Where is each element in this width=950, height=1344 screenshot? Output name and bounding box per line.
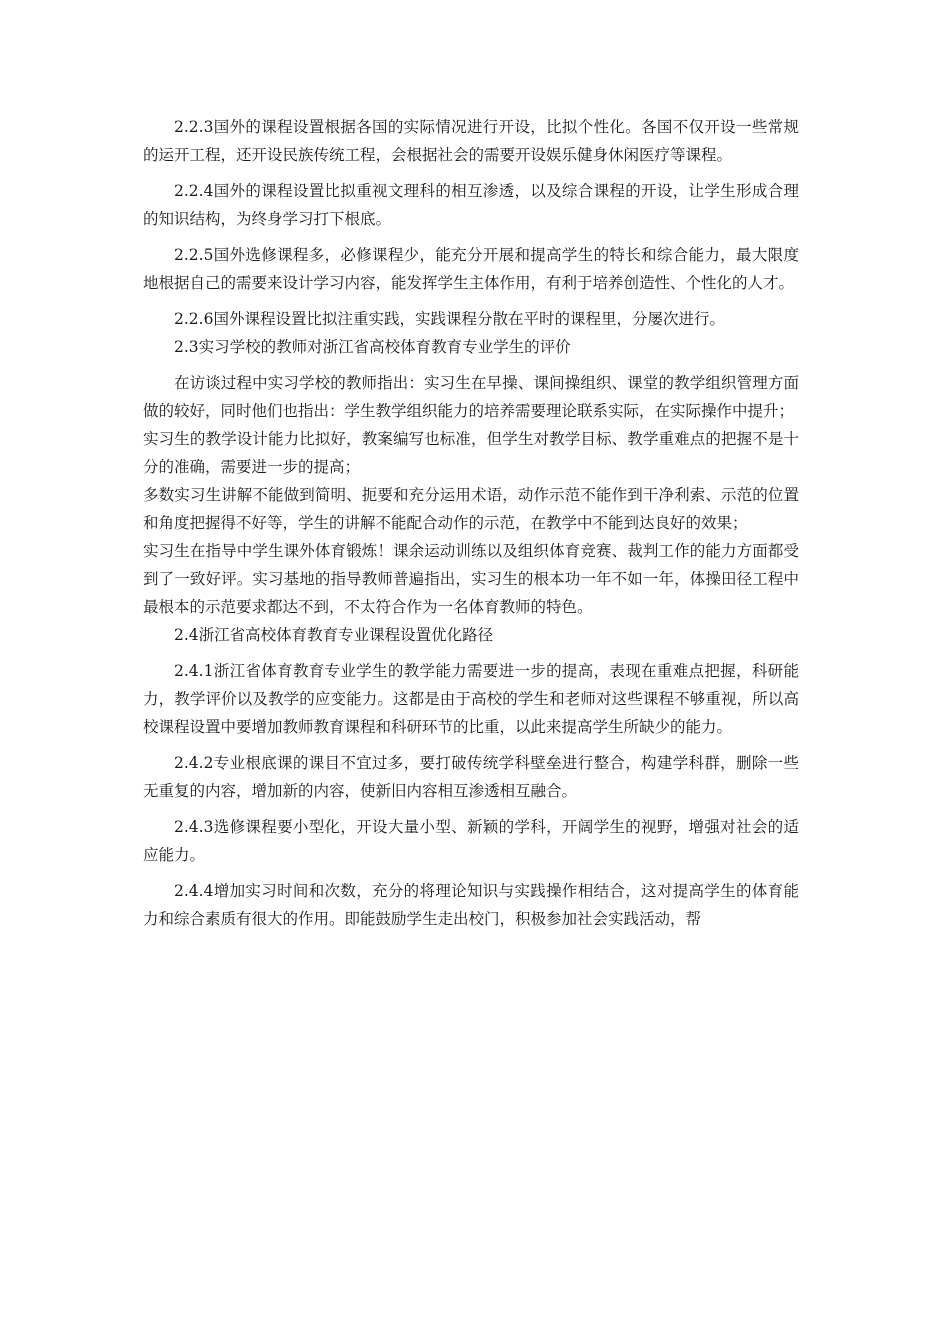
paragraph-2-2-3: 2.2.3国外的课程设置根据各国的实际情况进行开设，比拟个性化。各国不仅开设一些常规的运开工程，还开设民族传统工程，会根据社会的需要开设娱乐健身休闲医疗等课程。 [143, 118, 799, 164]
paragraph-explanation-demo: 多数实习生讲解不能做到简明、扼要和充分运用术语，动作示范不能作到干净利索、示范的位置和角度把握得不好等，学生的讲解不能配合动作的示范，在教学中不能到达良好的效果； [143, 486, 799, 532]
paragraph-2-2-6: 2.2.6国外课程设置比拟注重实践，实践课程分散在平时的课程里，分屡次进行。 [174, 310, 725, 328]
paragraph-2-4-4: 2.4.4增加实习时间和次数，充分的将理论知识与实践操作相结合，这对提高学生的体育能力和综合素质有很大的作用。即能鼓励学生走出校门，积极参加社会实践活动，帮 [143, 882, 799, 928]
paragraph-2-2-4: 2.2.4国外的课程设置比拟重视文理科的相互渗透，以及综合课程的开设，让学生形成合理的知识结构，为终身学习打下根底。 [143, 182, 799, 228]
section-heading-2-3: 2.3实习学校的教师对浙江省高校体育教育专业学生的评价 [174, 338, 571, 356]
paragraph-2-4-3: 2.4.3选修课程要小型化，开设大量小型、新颖的学科，开阔学生的视野，增强对社会的适应能力。 [143, 818, 799, 864]
paragraph-interview-intro: 在访谈过程中实习学校的教师指出：实习生在早操、课间操组织、课堂的教学组织管理方面做的较好，同时他们也指出：学生教学组织能力的培养需要理论联系实际，在实际操作中提升； [143, 374, 799, 420]
paragraph-2-4-2: 2.4.2专业根底课的课目不宜过多，要打破传统学科壁垒进行整合，构建学科群，删除一些无重复的内容，增加新的内容，使新旧内容相互渗透相互融合。 [143, 754, 799, 800]
document-body [143, 113, 799, 933]
section-heading-2-4: 2.4浙江省高校体育教育专业课程设置优化路径 [174, 626, 494, 644]
paragraph-extracurricular: 实习生在指导中学生课外体育锻炼！课余运动训练以及组织体育竞赛、裁判工作的能力方面都受到了一致好评。实习基地的指导教师普遍指出，实习生的根本功一年不如一年，体操田径工程中最根本的示范要求都达不到，不太符合作为一名体育教师的特色。 [143, 542, 799, 616]
paragraph-2-2-5: 2.2.5国外选修课程多，必修课程少，能充分开展和提高学生的特长和综合能力，最大限度地根据自己的需要来设计学习内容，能发挥学生主体作用，有利于培养创造性、个性化的人才。 [143, 246, 799, 292]
paragraph-teaching-design: 实习生的教学设计能力比拟好，教案编写也标准，但学生对教学目标、教学重难点的把握不是十分的准确，需要进一步的提高； [143, 430, 799, 476]
paragraph-2-4-1: 2.4.1浙江省体育教育专业学生的教学能力需要进一步的提高，表现在重难点把握，科研能力，教学评价以及教学的应变能力。这都是由于高校的学生和老师对这些课程不够重视，所以高校课程设置中要增加教师教育课程和科研环节的比重，以此来提高学生所缺少的能力。 [143, 662, 799, 736]
